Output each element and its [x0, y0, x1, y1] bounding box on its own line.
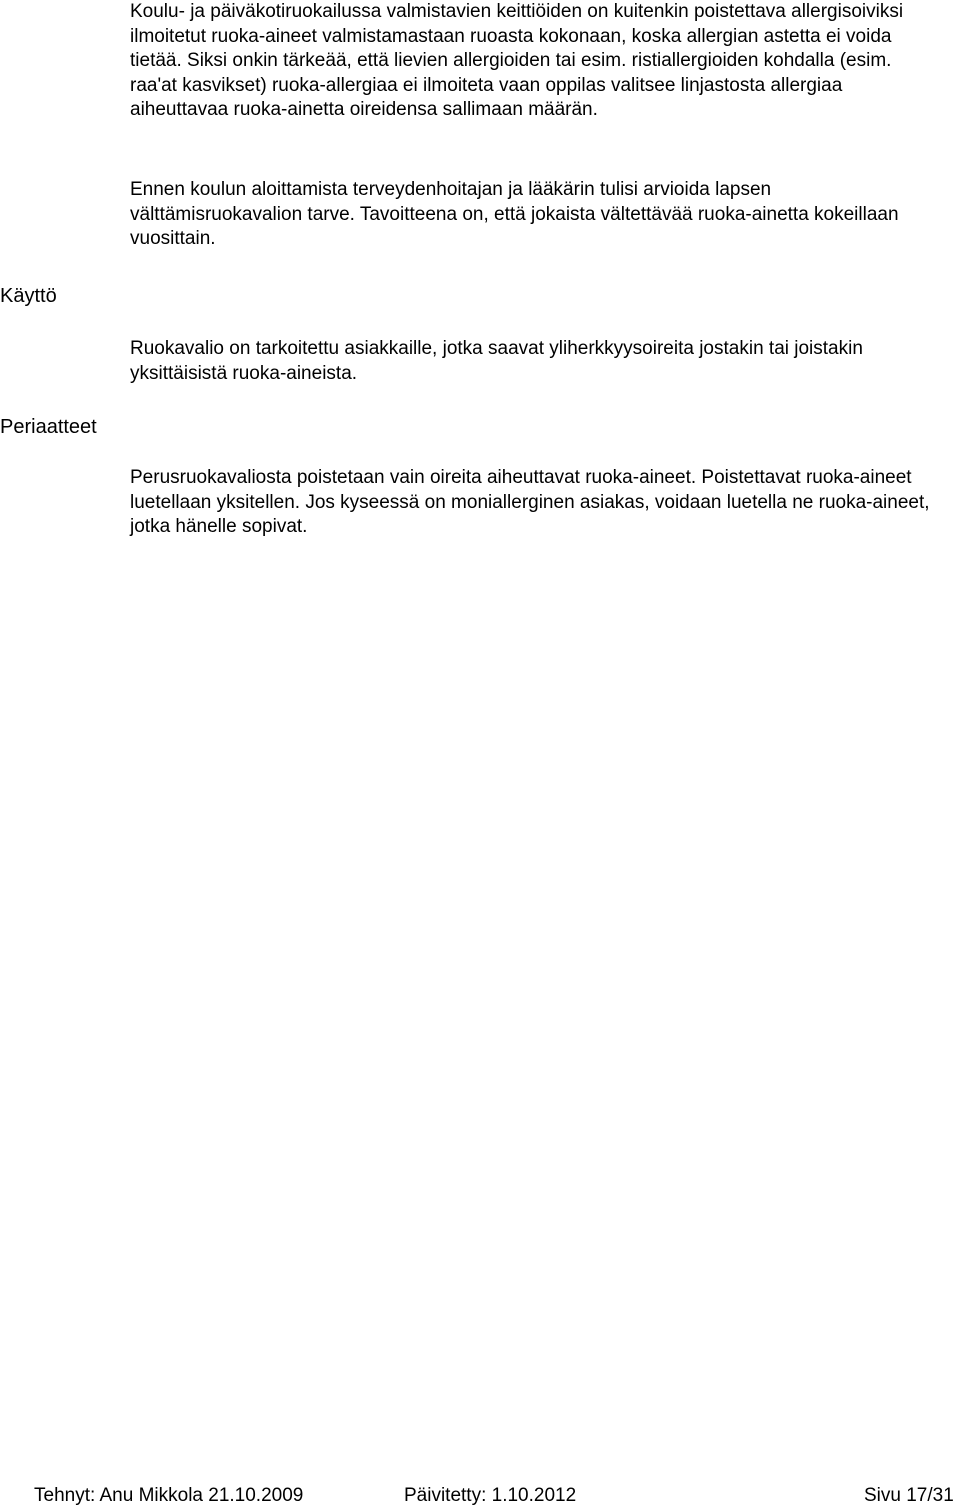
paragraph-principles: Perusruokavaliosta poistetaan vain oireita aiheuttavat ruoka-aineet. Poistettavat ruoka-aineet luetellaan yksitellen. Jos kyseessä on moniallerginen asiakas, voidaan luetella ne ruoka-aineet, jotka hänelle sopivat. — [130, 467, 930, 537]
page-footer — [0, 1484, 960, 1508]
footer-page-number: Sivu 17/31 — [864, 1485, 954, 1506]
paragraph-allergen-removal: Koulu- ja päiväkotiruokailussa valmistavien keittiöiden on kuitenkin poistettava allergisoiviksi ilmoitetut ruoka-aineet valmistamastaan ruoasta kokonaan, koska allergian astetta ei voida tietää. Siksi onkin tärkeää, että lievien allergioiden tai esim. ristiallergioiden kohdalla (esim. raa'at kasvikset) ruoka-allergiaa ei ilmoiteta vaan oppilas valitsee linjastosta allergiaa aiheuttavaa ruoka-ainetta oireidensa sallimaan määrän. — [130, 1, 904, 120]
paragraph-usage: Ruokavalio on tarkoitettu asiakkaille, jotka saavat yliherkkyysoireita jostakin tai joistakin yksittäisistä ruoka-aineista. — [130, 338, 863, 384]
paragraph-diet-assessment: Ennen koulun aloittamista terveydenhoitajan ja lääkärin tulisi arvioida lapsen välttämisruokavalion tarve. Tavoitteena on, että jokaista vältettävää ruoka-ainetta kokeillaan vuosittain. — [130, 179, 899, 249]
footer-author: Tehnyt: Anu Mikkola 21.10.2009 — [34, 1485, 304, 1506]
footer-updated: Päivitetty: 1.10.2012 — [404, 1485, 577, 1506]
heading-kaytto: Käyttö — [0, 285, 57, 307]
heading-periaatteet: Periaatteet — [0, 416, 97, 438]
